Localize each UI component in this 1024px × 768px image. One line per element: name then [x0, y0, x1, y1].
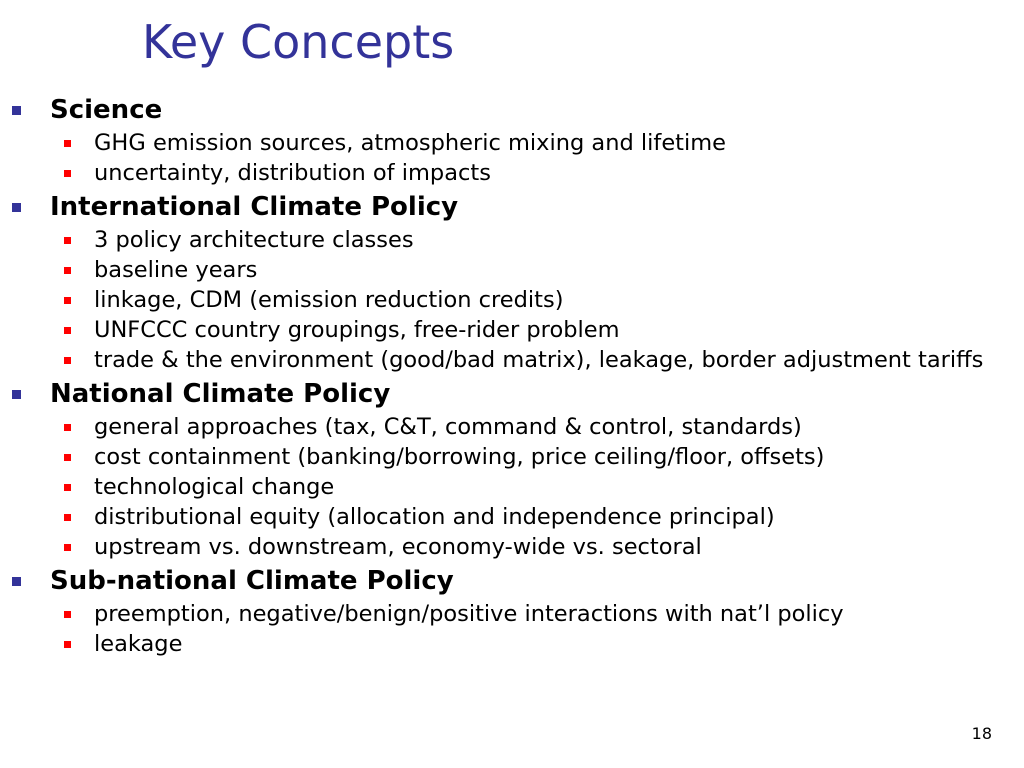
list-item	[0, 601, 1024, 627]
section-international-climate-policy	[0, 190, 1024, 373]
section-heading	[0, 564, 1024, 598]
section-heading-text: International Climate Policy	[50, 192, 459, 222]
square-bullet-icon	[64, 424, 71, 431]
list-item-text: trade & the environment (good/bad matrix), leakage, border adjustment tariffs	[94, 347, 984, 373]
list-item-text: baseline years	[94, 257, 258, 283]
list-item-text: cost containment (banking/borrowing, price ceiling/floor, offsets)	[94, 444, 825, 470]
square-bullet-icon	[12, 577, 21, 586]
square-bullet-icon	[64, 514, 71, 521]
square-bullet-icon	[64, 484, 71, 491]
list-item-text: technological change	[94, 474, 335, 500]
square-bullet-icon	[12, 390, 21, 399]
square-bullet-icon	[64, 267, 71, 274]
square-bullet-icon	[64, 357, 71, 364]
list-item	[0, 631, 1024, 657]
list-item	[0, 287, 1024, 313]
square-bullet-icon	[64, 170, 71, 177]
sub-bullet-list	[0, 130, 1024, 186]
square-bullet-icon	[64, 544, 71, 551]
list-item	[0, 474, 1024, 500]
sub-bullet-list	[0, 601, 1024, 657]
square-bullet-icon	[64, 327, 71, 334]
section-science	[0, 93, 1024, 186]
sub-bullet-list	[0, 414, 1024, 560]
list-item-text: UNFCCC country groupings, free-rider problem	[94, 317, 620, 343]
square-bullet-icon	[64, 454, 71, 461]
list-item-text: linkage, CDM (emission reduction credits)	[94, 287, 564, 313]
list-item-text: leakage	[94, 631, 183, 657]
list-item-text: GHG emission sources, atmospheric mixing and lifetime	[94, 130, 727, 156]
slide-title: Key Concepts	[142, 15, 455, 69]
list-item-text: uncertainty, distribution of impacts	[94, 160, 491, 186]
list-item	[0, 534, 1024, 560]
list-item-text: upstream vs. downstream, economy-wide vs. sectoral	[94, 534, 702, 560]
list-item	[0, 130, 1024, 156]
square-bullet-icon	[64, 140, 71, 147]
list-item	[0, 504, 1024, 530]
list-item-text: 3 policy architecture classes	[94, 227, 414, 253]
section-heading	[0, 377, 1024, 411]
slide-content	[0, 93, 1024, 661]
section-heading	[0, 190, 1024, 224]
section-heading-text: National Climate Policy	[50, 379, 391, 409]
list-item-text: preemption, negative/benign/positive interactions with nat’l policy	[94, 601, 844, 627]
square-bullet-icon	[64, 297, 71, 304]
list-item	[0, 347, 1024, 373]
list-item	[0, 160, 1024, 186]
section-sub-national-climate-policy	[0, 564, 1024, 657]
list-item-text: distributional equity (allocation and independence principal)	[94, 504, 775, 530]
section-heading-text: Science	[50, 95, 163, 125]
square-bullet-icon	[64, 237, 71, 244]
list-item	[0, 317, 1024, 343]
list-item	[0, 257, 1024, 283]
square-bullet-icon	[12, 106, 21, 115]
square-bullet-icon	[12, 203, 21, 212]
list-item	[0, 444, 1024, 470]
sub-bullet-list	[0, 227, 1024, 373]
square-bullet-icon	[64, 641, 71, 648]
section-heading	[0, 93, 1024, 127]
square-bullet-icon	[64, 611, 71, 618]
section-heading-text: Sub-national Climate Policy	[50, 566, 454, 596]
list-item-text: general approaches (tax, C&T, command & control, standards)	[94, 414, 802, 440]
list-item	[0, 414, 1024, 440]
section-national-climate-policy	[0, 377, 1024, 560]
page-number: 18	[971, 724, 992, 743]
list-item	[0, 227, 1024, 253]
